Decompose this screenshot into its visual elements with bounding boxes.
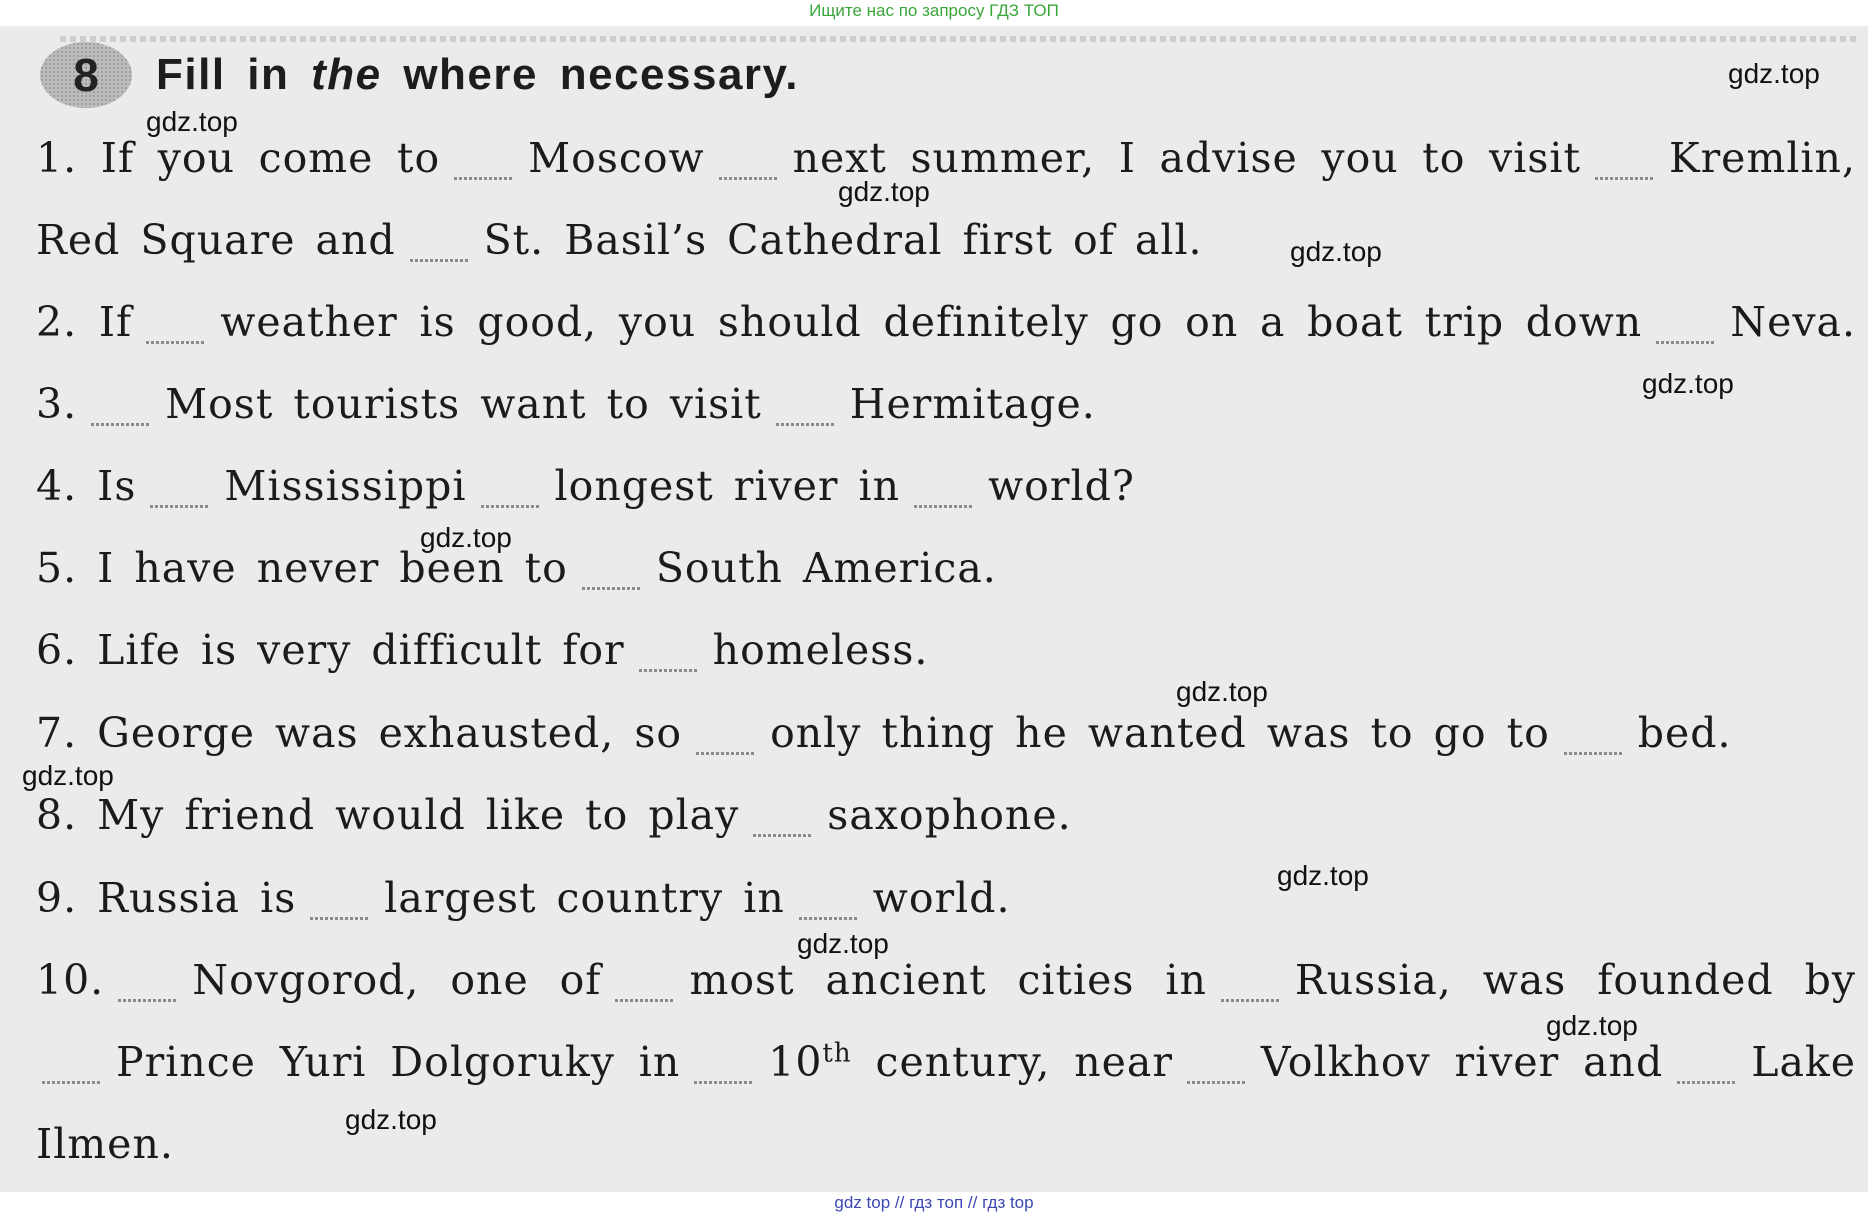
watermark: gdz.top — [797, 928, 889, 959]
blank — [454, 177, 514, 180]
sentence-text: 1. — [36, 134, 78, 182]
sentence-10-line-1 — [36, 956, 1856, 1004]
watermark: gdz.top — [1176, 676, 1268, 707]
sentence-text: largest country in — [384, 874, 785, 922]
sentence-1-line-2 — [36, 216, 1203, 264]
blank — [410, 259, 470, 262]
watermark: gdz.top — [1546, 1010, 1638, 1041]
sentence-text: 6. — [36, 626, 78, 674]
sentence-text: 3. — [36, 380, 78, 428]
blank — [481, 505, 541, 508]
blank — [615, 999, 675, 1002]
sentence-text: 4. — [36, 462, 78, 510]
sentence-text: only thing he wanted was to go to — [770, 709, 1550, 757]
blank — [719, 177, 779, 180]
blank — [799, 917, 859, 920]
textbook-page — [0, 26, 1868, 1192]
blank — [582, 587, 642, 590]
sentence-text: Life is very difficult for — [97, 626, 625, 674]
sentence-10-line-2 — [36, 1038, 1856, 1086]
watermark: gdz.top — [22, 760, 114, 791]
watermark: gdz.top — [1728, 58, 1820, 89]
blank — [42, 1081, 102, 1084]
sentence-text: century, near — [875, 1038, 1173, 1086]
sentence-text: Volkhov river and — [1260, 1038, 1664, 1086]
sentence-text: Novgorod, one of — [192, 956, 602, 1004]
blank — [118, 999, 178, 1002]
sentence-text: South America. — [655, 544, 997, 592]
sentence-5 — [36, 544, 997, 592]
sentence-text: If you come to — [100, 134, 441, 182]
blank — [146, 341, 206, 344]
blank — [914, 505, 974, 508]
blank — [91, 423, 151, 426]
sentence-text: 8. — [36, 791, 78, 839]
title-text: where necessary. — [381, 50, 799, 99]
exercise-number-badge — [40, 42, 132, 108]
blank — [1656, 341, 1716, 344]
sentence-text: 5. — [36, 544, 78, 592]
sentence-text: Moscow — [528, 134, 705, 182]
sentence-text: Mississippi — [224, 462, 467, 510]
sentence-text: bed. — [1637, 709, 1732, 757]
sentence-text: George was exhausted, so — [97, 709, 683, 757]
sentence-text: My friend would like to play — [97, 791, 740, 839]
title-emphasis: the — [311, 50, 382, 99]
blank — [639, 669, 699, 672]
top-banner: Ищите нас по запросу ГДЗ ТОП — [809, 1, 1059, 20]
blank — [1677, 1081, 1737, 1084]
blank — [776, 423, 836, 426]
blank — [1187, 1081, 1247, 1084]
sentence-text: Prince Yuri Dolgoruky in — [116, 1038, 681, 1086]
blank — [1564, 752, 1624, 755]
exercise-title — [156, 50, 799, 100]
sentence-text: 9. — [36, 874, 78, 922]
sentence-text: Kremlin, — [1668, 134, 1856, 182]
sentence-text: If — [98, 298, 133, 346]
sentence-text: longest river in — [554, 462, 901, 510]
sentence-text: St. Basil’s Cathedral first of all. — [483, 216, 1203, 264]
sentence-text: saxophone. — [827, 791, 1072, 839]
blank — [150, 505, 210, 508]
footer-links: gdz top // гдз топ // гдз top — [834, 1193, 1034, 1212]
blank — [753, 834, 813, 837]
watermark: gdz.top — [345, 1104, 437, 1135]
sentence-text: 10. — [36, 956, 105, 1004]
sentence-text: I have never been to — [97, 544, 568, 592]
sentence-2 — [36, 298, 1856, 346]
sentence-text: world? — [988, 462, 1135, 510]
sentence-text: Is — [97, 462, 137, 510]
blank — [1221, 999, 1281, 1002]
blank — [696, 752, 756, 755]
sentence-text: Red Square and — [36, 216, 396, 264]
sentence-text: 2. — [36, 298, 78, 346]
sentence-text: weather is good, you should definitely go on a boat trip down — [220, 298, 1643, 346]
watermark: gdz.top — [838, 176, 930, 207]
sentence-1-line-1 — [36, 134, 1856, 182]
sentence-3 — [36, 380, 1096, 428]
sentence-6 — [36, 626, 928, 674]
sentence-text: Neva. — [1730, 298, 1856, 346]
sentence-text: world. — [872, 874, 1011, 922]
sentence-text: next summer, I advise you to visit — [792, 134, 1581, 182]
watermark: gdz.top — [1290, 236, 1382, 267]
watermark: gdz.top — [146, 106, 238, 137]
sentence-text: most ancient cities in — [689, 956, 1207, 1004]
sentence-text: Russia is — [97, 874, 297, 922]
sentence-text: Most tourists want to visit — [165, 380, 762, 428]
sentence-text: Hermitage. — [849, 380, 1096, 428]
sentence-text: Ilmen. — [36, 1120, 174, 1168]
blank — [694, 1081, 754, 1084]
sentence-text: Russia, was founded by — [1294, 956, 1856, 1004]
sentence-text: 7. — [36, 709, 78, 757]
watermark: gdz.top — [1642, 368, 1734, 399]
sentence-text: 10 — [768, 1038, 823, 1086]
sentence-4 — [36, 462, 1135, 510]
blank — [310, 917, 370, 920]
watermark: gdz.top — [1277, 860, 1369, 891]
sentence-text: Lake — [1751, 1038, 1856, 1086]
sentence-8 — [36, 791, 1072, 839]
page-top-border — [60, 36, 1860, 42]
sentence-text: homeless. — [712, 626, 929, 674]
sentence-9 — [36, 874, 1011, 922]
sentence-text: th — [822, 1038, 852, 1069]
title-text: Fill in — [156, 50, 312, 99]
blank — [1595, 177, 1655, 180]
sentence-10-line-3 — [36, 1120, 174, 1168]
sentence-7 — [36, 709, 1732, 757]
exercise-number: 8 — [73, 49, 99, 101]
watermark: gdz.top — [420, 522, 512, 553]
